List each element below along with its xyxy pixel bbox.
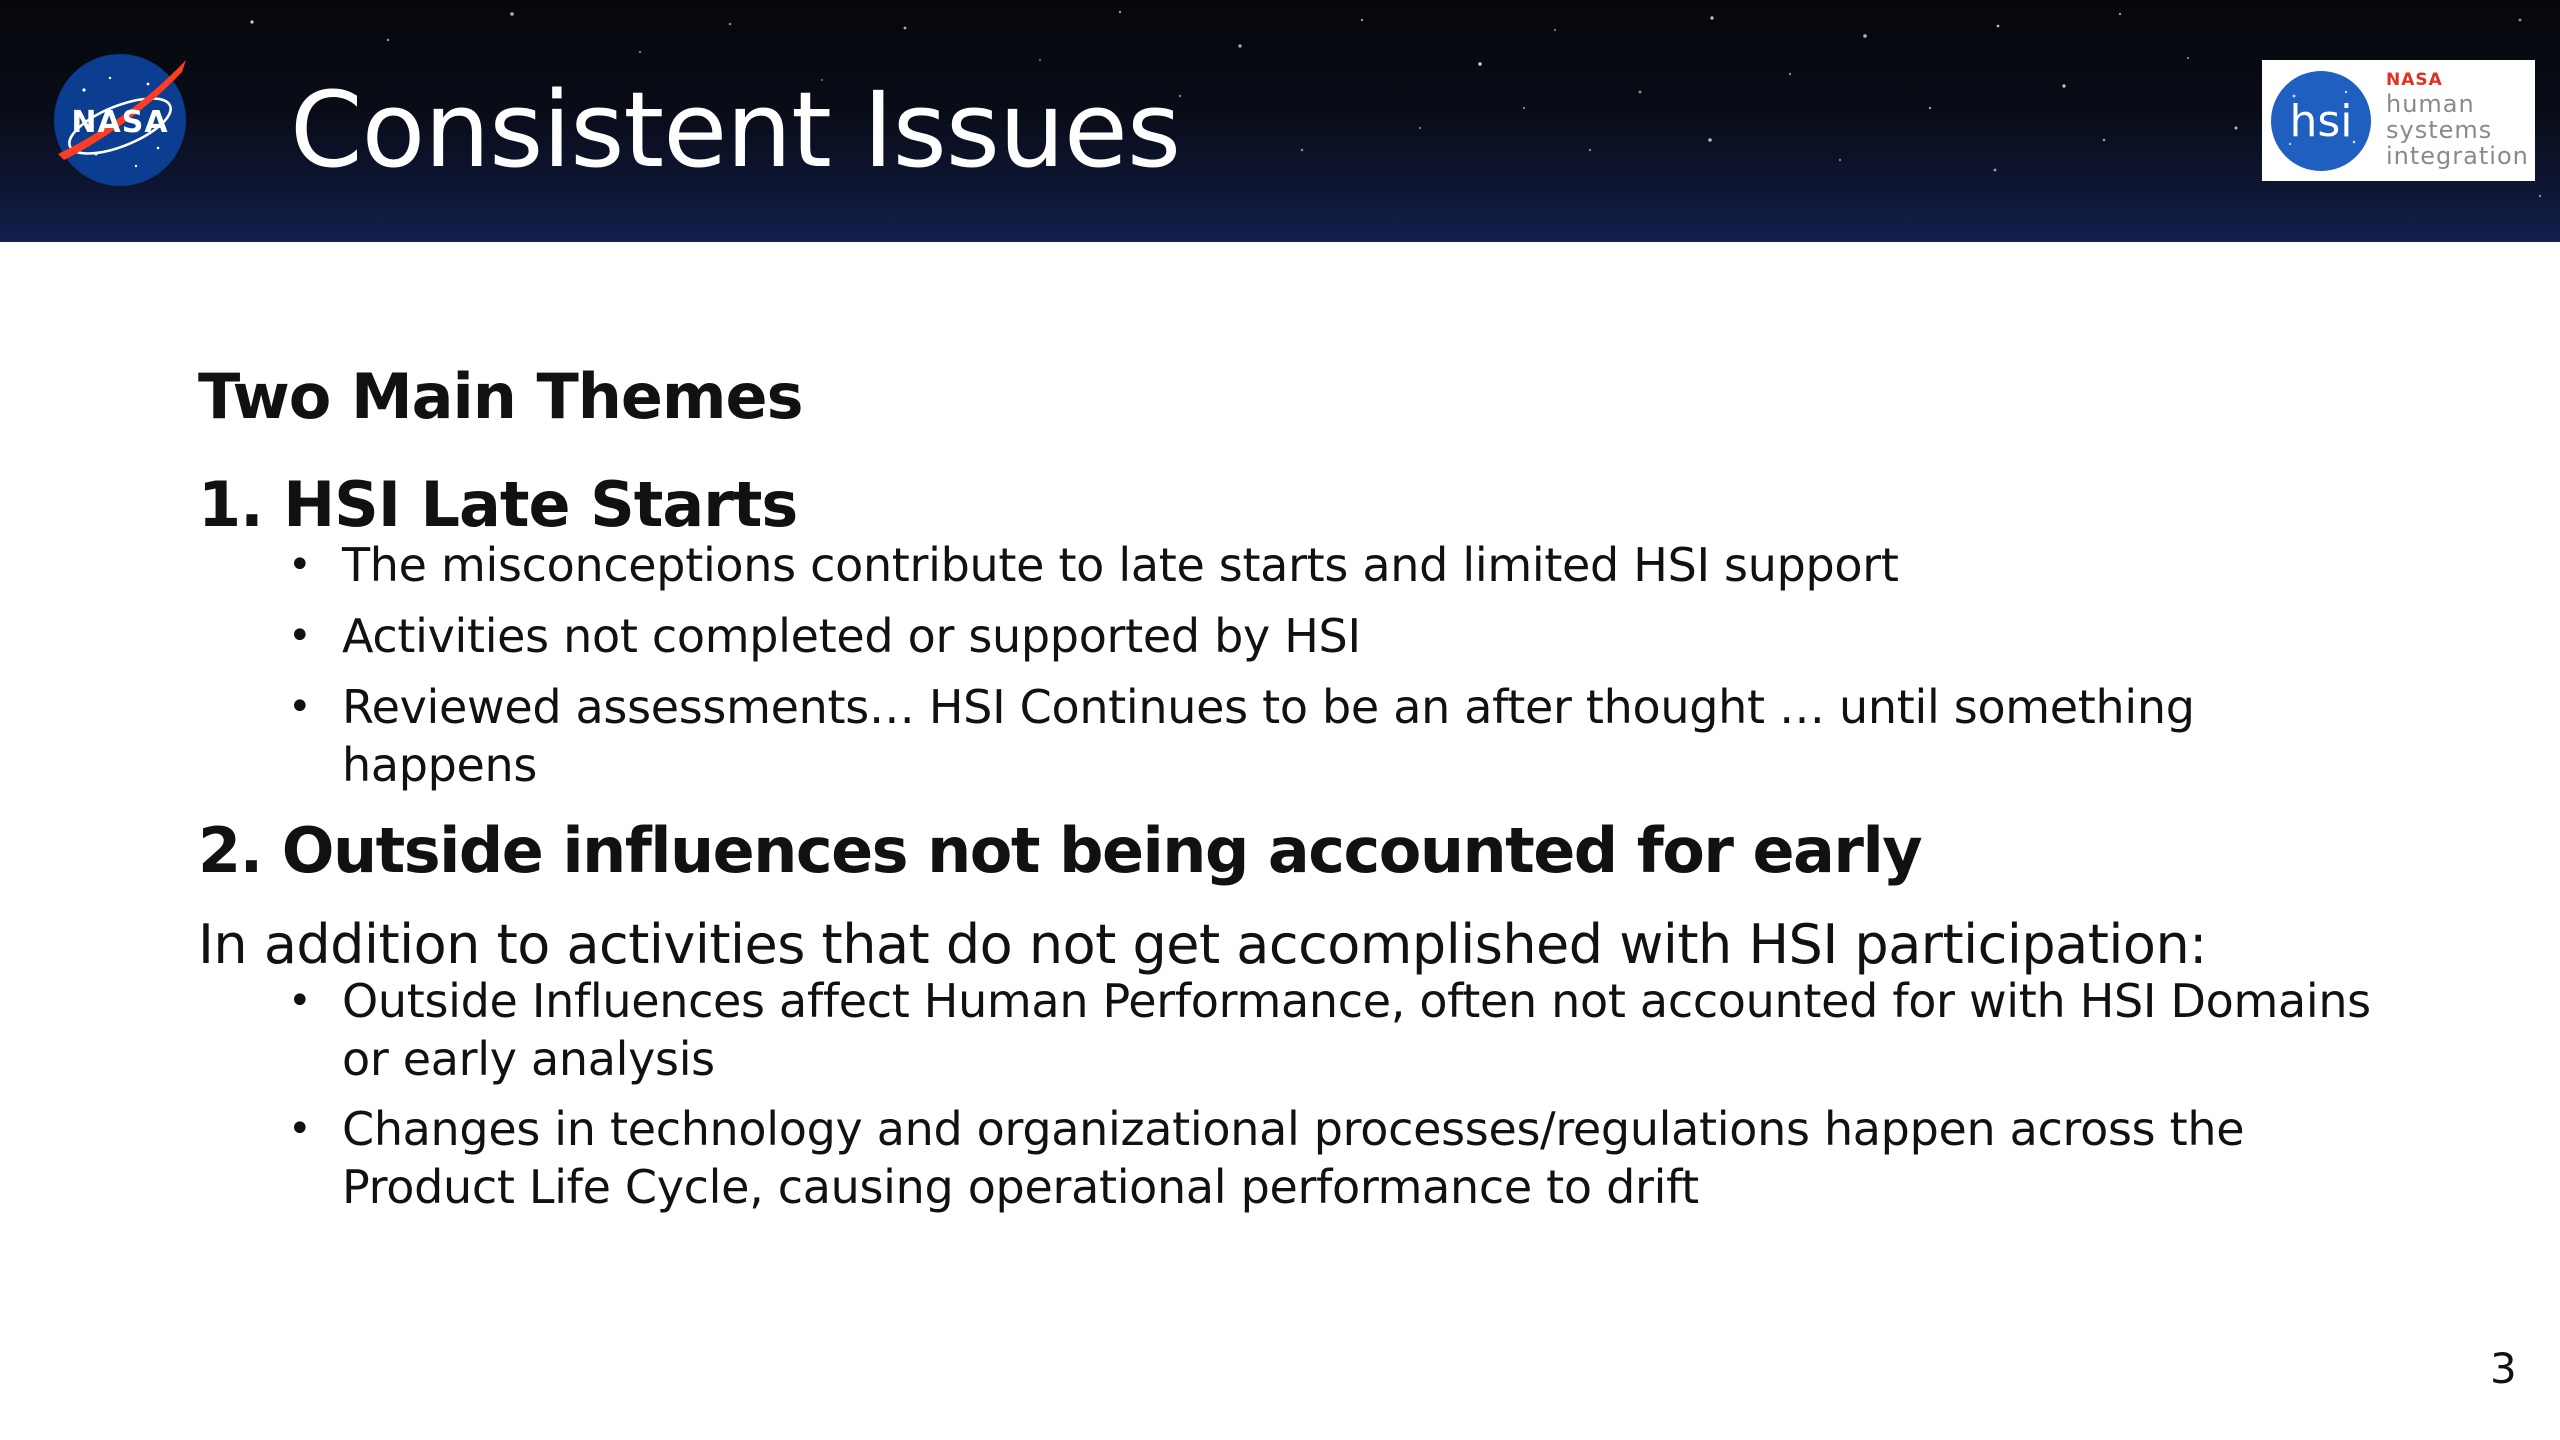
section-two-bullet-list [198, 972, 2378, 1216]
hsi-word-human: human [2386, 90, 2475, 118]
hsi-word-integration: integration [2386, 142, 2529, 170]
bullet-icon: • [288, 684, 312, 730]
list-item [288, 536, 2378, 594]
section-two-heading: 2. Outside influences not being accounted for early [198, 814, 1922, 887]
bullet-icon: • [288, 613, 312, 659]
bullet-icon: • [288, 542, 312, 588]
header-banner [0, 0, 2560, 242]
slide-title: Consistent Issues [290, 69, 1181, 191]
section-one-bullet-list [198, 536, 2378, 794]
bullet-icon: • [288, 978, 312, 1024]
hsi-logo [2262, 60, 2535, 181]
hsi-globe-icon [2270, 70, 2372, 172]
list-item [288, 607, 2378, 665]
nasa-logo-icon [50, 50, 190, 190]
page-number: 3 [2490, 1344, 2517, 1393]
bullet-text: Changes in technology and organizational processes/regulations happen across the Product Life Cycle, causing operational performance to drift [342, 1102, 2245, 1214]
section-two-intro: In addition to activities that do not get accomplished with HSI participation: [198, 913, 2207, 976]
list-item [288, 972, 2378, 1088]
hsi-agency-label: NASA [2386, 70, 2443, 90]
bullet-text: The misconceptions contribute to late starts and limited HSI support [342, 538, 1899, 592]
section-one-heading: 1. HSI Late Starts [198, 468, 798, 541]
hsi-mark-text: hsi [2289, 96, 2353, 147]
bullet-text: Activities not completed or supported by HSI [342, 609, 1361, 663]
themes-heading: Two Main Themes [198, 360, 803, 433]
hsi-word-systems: systems [2386, 116, 2493, 144]
nasa-logo-text: NASA [71, 105, 169, 140]
slide-content [198, 360, 2378, 1216]
bullet-text: Outside Influences affect Human Performance, often not accounted for with HSI Domains or early analysis [342, 974, 2371, 1086]
list-item [288, 1100, 2378, 1216]
list-item [288, 678, 2378, 794]
bullet-text: Reviewed assessments… HSI Continues to be an after thought … until something happens [342, 680, 2195, 792]
bullet-icon: • [288, 1106, 312, 1152]
